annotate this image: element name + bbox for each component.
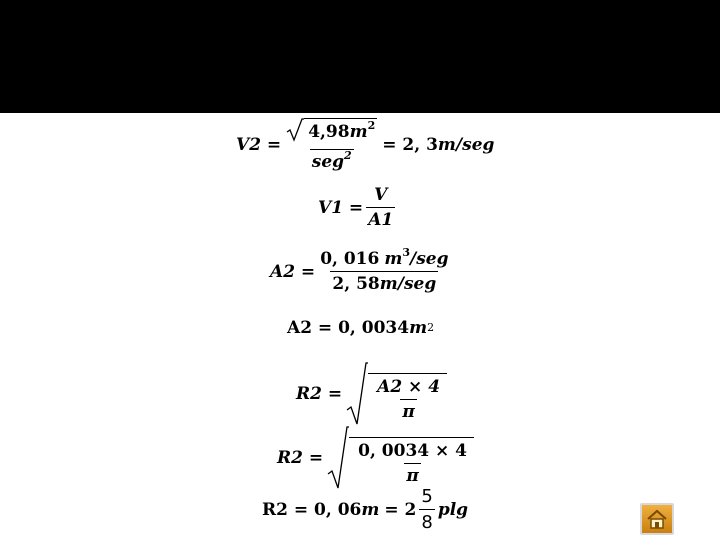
eq3-numerator: 0, 016 bbox=[320, 249, 380, 269]
eq5-numerator: A2 × 4 bbox=[377, 377, 441, 397]
eq1-radicand-unit: m bbox=[349, 122, 368, 142]
eq5-fraction bbox=[375, 377, 442, 422]
home-icon bbox=[645, 508, 669, 530]
eq7-mixed-fraction bbox=[419, 486, 434, 533]
eq6-radical bbox=[327, 426, 474, 490]
eq7-frac-den: 8 bbox=[419, 509, 434, 533]
eq6-fraction bbox=[356, 441, 469, 486]
eq3-fraction bbox=[318, 246, 450, 294]
home-button[interactable] bbox=[640, 503, 674, 535]
eq1-fraction bbox=[284, 118, 379, 172]
eq3-num-exp: 3 bbox=[402, 246, 410, 259]
eq3-denominator: 2, 58 bbox=[332, 274, 380, 294]
eq3-num-unit: m bbox=[384, 249, 403, 269]
eq7-tail: plg bbox=[437, 499, 469, 520]
eq6-lhs: R2 = bbox=[277, 448, 324, 468]
equation-r2-formula bbox=[296, 362, 447, 426]
eq3-num-unit2: /seg bbox=[410, 249, 449, 269]
radical-sign-icon bbox=[327, 426, 349, 490]
equation-a2-ratio bbox=[270, 246, 453, 294]
radical-sign-icon bbox=[286, 118, 304, 142]
radical-sign-icon bbox=[346, 362, 368, 426]
equation-r2-substituted bbox=[277, 426, 474, 490]
eq7-lhs: R2 = 0, 06 bbox=[262, 499, 362, 520]
eq5-lhs: R2 = bbox=[296, 384, 343, 404]
eq1-denominator: seg bbox=[311, 152, 345, 172]
eq1-radicand: 4,98 bbox=[308, 122, 350, 142]
equation-r2-result bbox=[262, 486, 468, 533]
eq4-unit: m bbox=[409, 318, 428, 338]
eq2-denominator: A1 bbox=[366, 207, 395, 230]
eq1-lhs: V2 = bbox=[236, 135, 282, 155]
equation-a2-value: A2 = 0, 0034 m 2 bbox=[287, 318, 435, 338]
eq4-lhs: A2 = 0, 0034 bbox=[287, 318, 410, 338]
eq1-radical bbox=[286, 118, 377, 142]
eq3-lhs: A2 = bbox=[270, 261, 316, 282]
eq7-unit: m bbox=[361, 499, 380, 520]
eq6-numerator: 0, 0034 × 4 bbox=[358, 441, 468, 461]
eq1-result: = 2, 3 bbox=[382, 135, 438, 155]
eq7-frac-num: 5 bbox=[421, 486, 433, 507]
eq5-radical bbox=[346, 362, 447, 426]
eq1-result-unit: m/seg bbox=[437, 135, 495, 155]
eq2-numerator: V bbox=[374, 185, 388, 205]
eq5-denominator: π bbox=[400, 399, 416, 422]
eq1-radicand-exp: 2 bbox=[367, 119, 376, 132]
eq1-den-exp: 2 bbox=[344, 149, 352, 162]
eq3-den-unit: m/seg bbox=[379, 274, 437, 294]
title-bar bbox=[0, 0, 720, 113]
eq2-lhs: V1 = bbox=[318, 197, 364, 218]
eq7-eq: = 2 bbox=[384, 499, 417, 520]
eq6-denominator: π bbox=[404, 463, 420, 486]
equation-v2 bbox=[236, 118, 494, 172]
equation-v1 bbox=[318, 185, 398, 230]
eq2-fraction bbox=[366, 185, 395, 230]
